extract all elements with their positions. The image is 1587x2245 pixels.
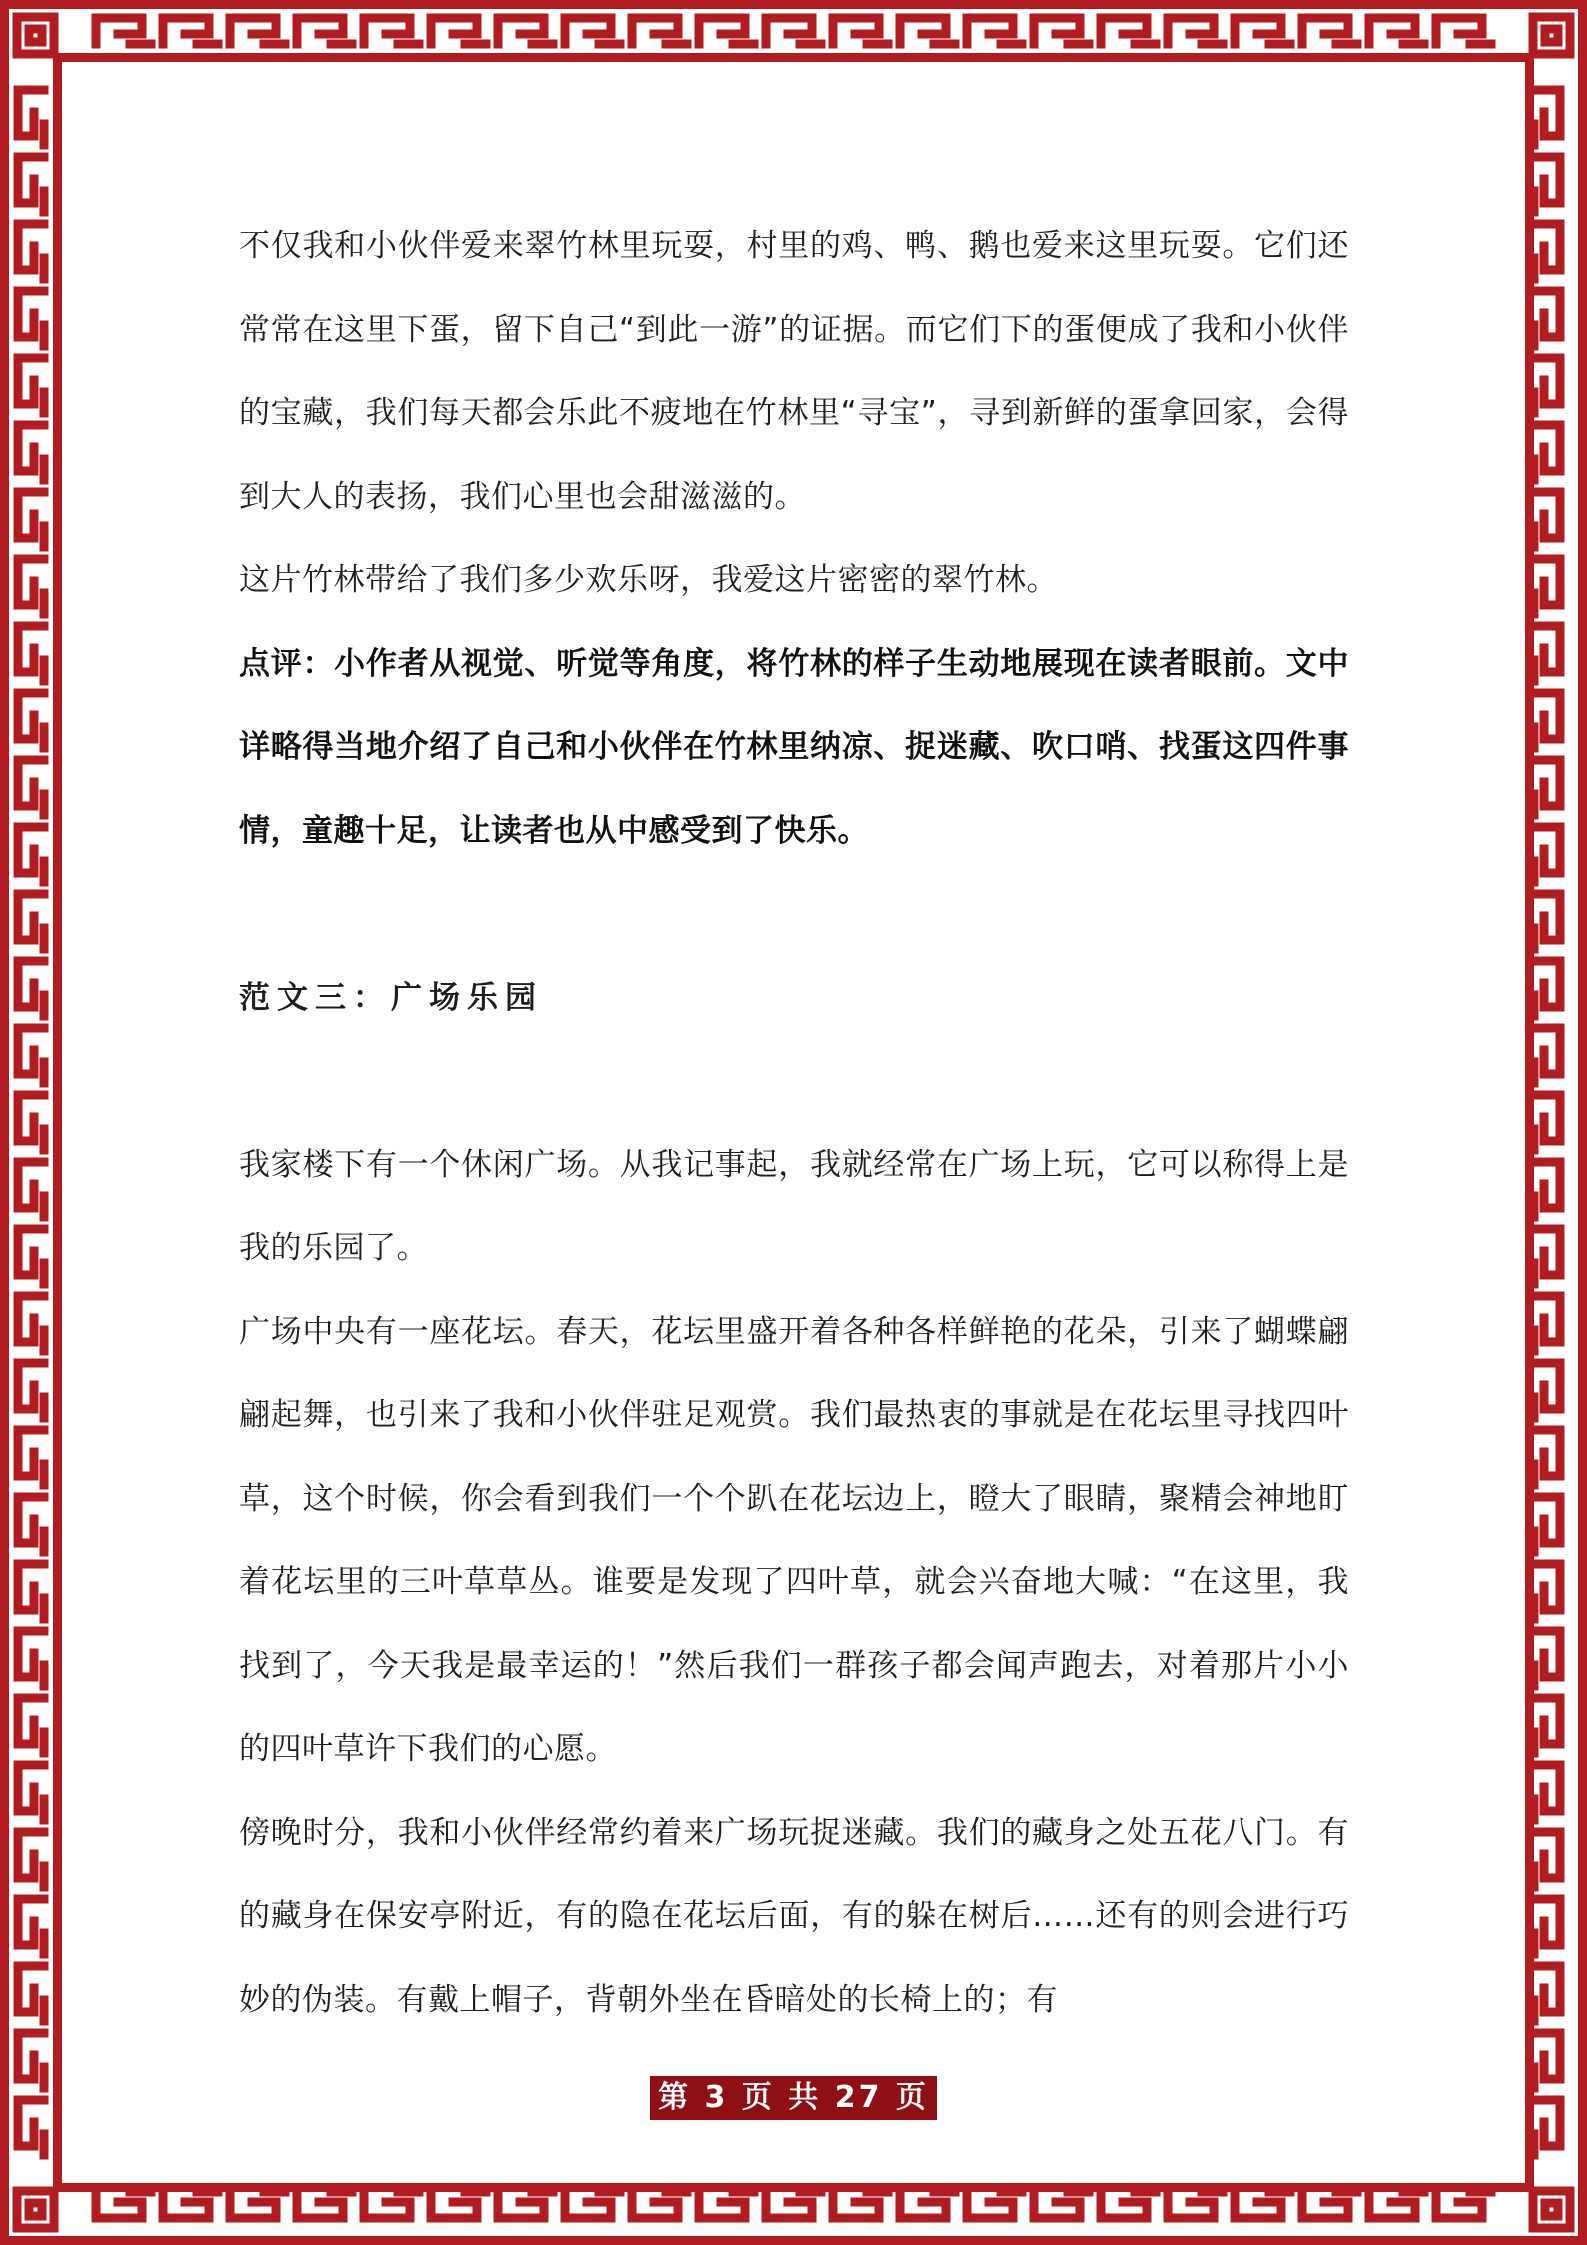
paragraph: 我家楼下有一个休闲广场。从我记事起，我就经常在广场上玩，它可以称得上是我的乐园了。 xyxy=(239,1146,1349,1266)
page-number-label: 第 3 页 共 27 页 xyxy=(650,2076,937,2120)
border-inner-line xyxy=(53,53,1534,62)
corner-motif xyxy=(1533,17,1570,54)
border-outer-line xyxy=(0,2236,1587,2245)
corner-motif xyxy=(1533,2191,1570,2228)
corner-motif xyxy=(1545,29,1558,42)
page-footer xyxy=(0,2076,1587,2120)
paragraph: 傍晚时分，我和小伙伴经常约着来广场玩捉迷藏。我们的藏身之处五花八门。有的藏身在保安亭附近，有的隐在花坛后面，有的躲在树后……还有的则会进行巧妙的伪装。有戴上帽子，背朝外坐在昏暗处的长椅上的；有 xyxy=(239,1814,1349,2018)
corner-motif xyxy=(17,2191,54,2228)
section-title: 范文三：广场乐园 xyxy=(239,979,543,1016)
corner-motif xyxy=(29,2203,42,2216)
paragraph: 不仅我和小伙伴爱来翠竹林里玩耍，村里的鸡、鸭、鹅也爱来这里玩耍。它们还常常在这里下蛋，留下自己“到此一游”的证据。而它们下的蛋便成了我和小伙伴的宝藏，我们每天都会乐此不疲地在竹林里“寻宝”，寻到新鲜的蛋拿回家，会得到大人的表扬，我们心里也会甜滋滋的。 xyxy=(239,228,1349,515)
corner-motif xyxy=(1545,2203,1558,2216)
corner-motif xyxy=(29,29,42,42)
comment-paragraph: 点评：小作者从视觉、听觉等角度，将竹林的样子生动地展现在读者眼前。文中详略得当地介绍了自己和小伙伴在竹林里纳凉、捉迷藏、吹口哨、找蛋这四件事情，童趣十足，让读者也从中感受到了快乐。 xyxy=(239,645,1349,849)
border-outer-line xyxy=(0,0,9,2245)
article-body xyxy=(239,205,1349,2042)
border-inner-line xyxy=(53,53,62,2192)
border-outer-line xyxy=(1578,0,1587,2245)
corner-motif xyxy=(17,17,54,54)
paragraph: 这片竹林带给了我们多少欢乐呀，我爱这片密密的翠竹林。 xyxy=(239,562,1058,598)
border-outer-line xyxy=(0,0,1587,9)
paragraph: 广场中央有一座花坛。春天，花坛里盛开着各种各样鲜艳的花朵，引来了蝴蝶翩翩起舞，也引来了我和小伙伴驻足观赏。我们最热衷的事就是在花坛里寻找四叶草，这个时候，你会看到我们一个个趴在花坛边上，瞪大了眼睛，聚精会神地盯着花坛里的三叶草草丛。谁要是发现了四叶草，就会兴奋地大喊：“在这里，我找到了，今天我是最幸运的！”然后我们一群孩子都会闻声跑去，对着那片小小的四叶草许下我们的心愿。 xyxy=(239,1313,1349,1767)
